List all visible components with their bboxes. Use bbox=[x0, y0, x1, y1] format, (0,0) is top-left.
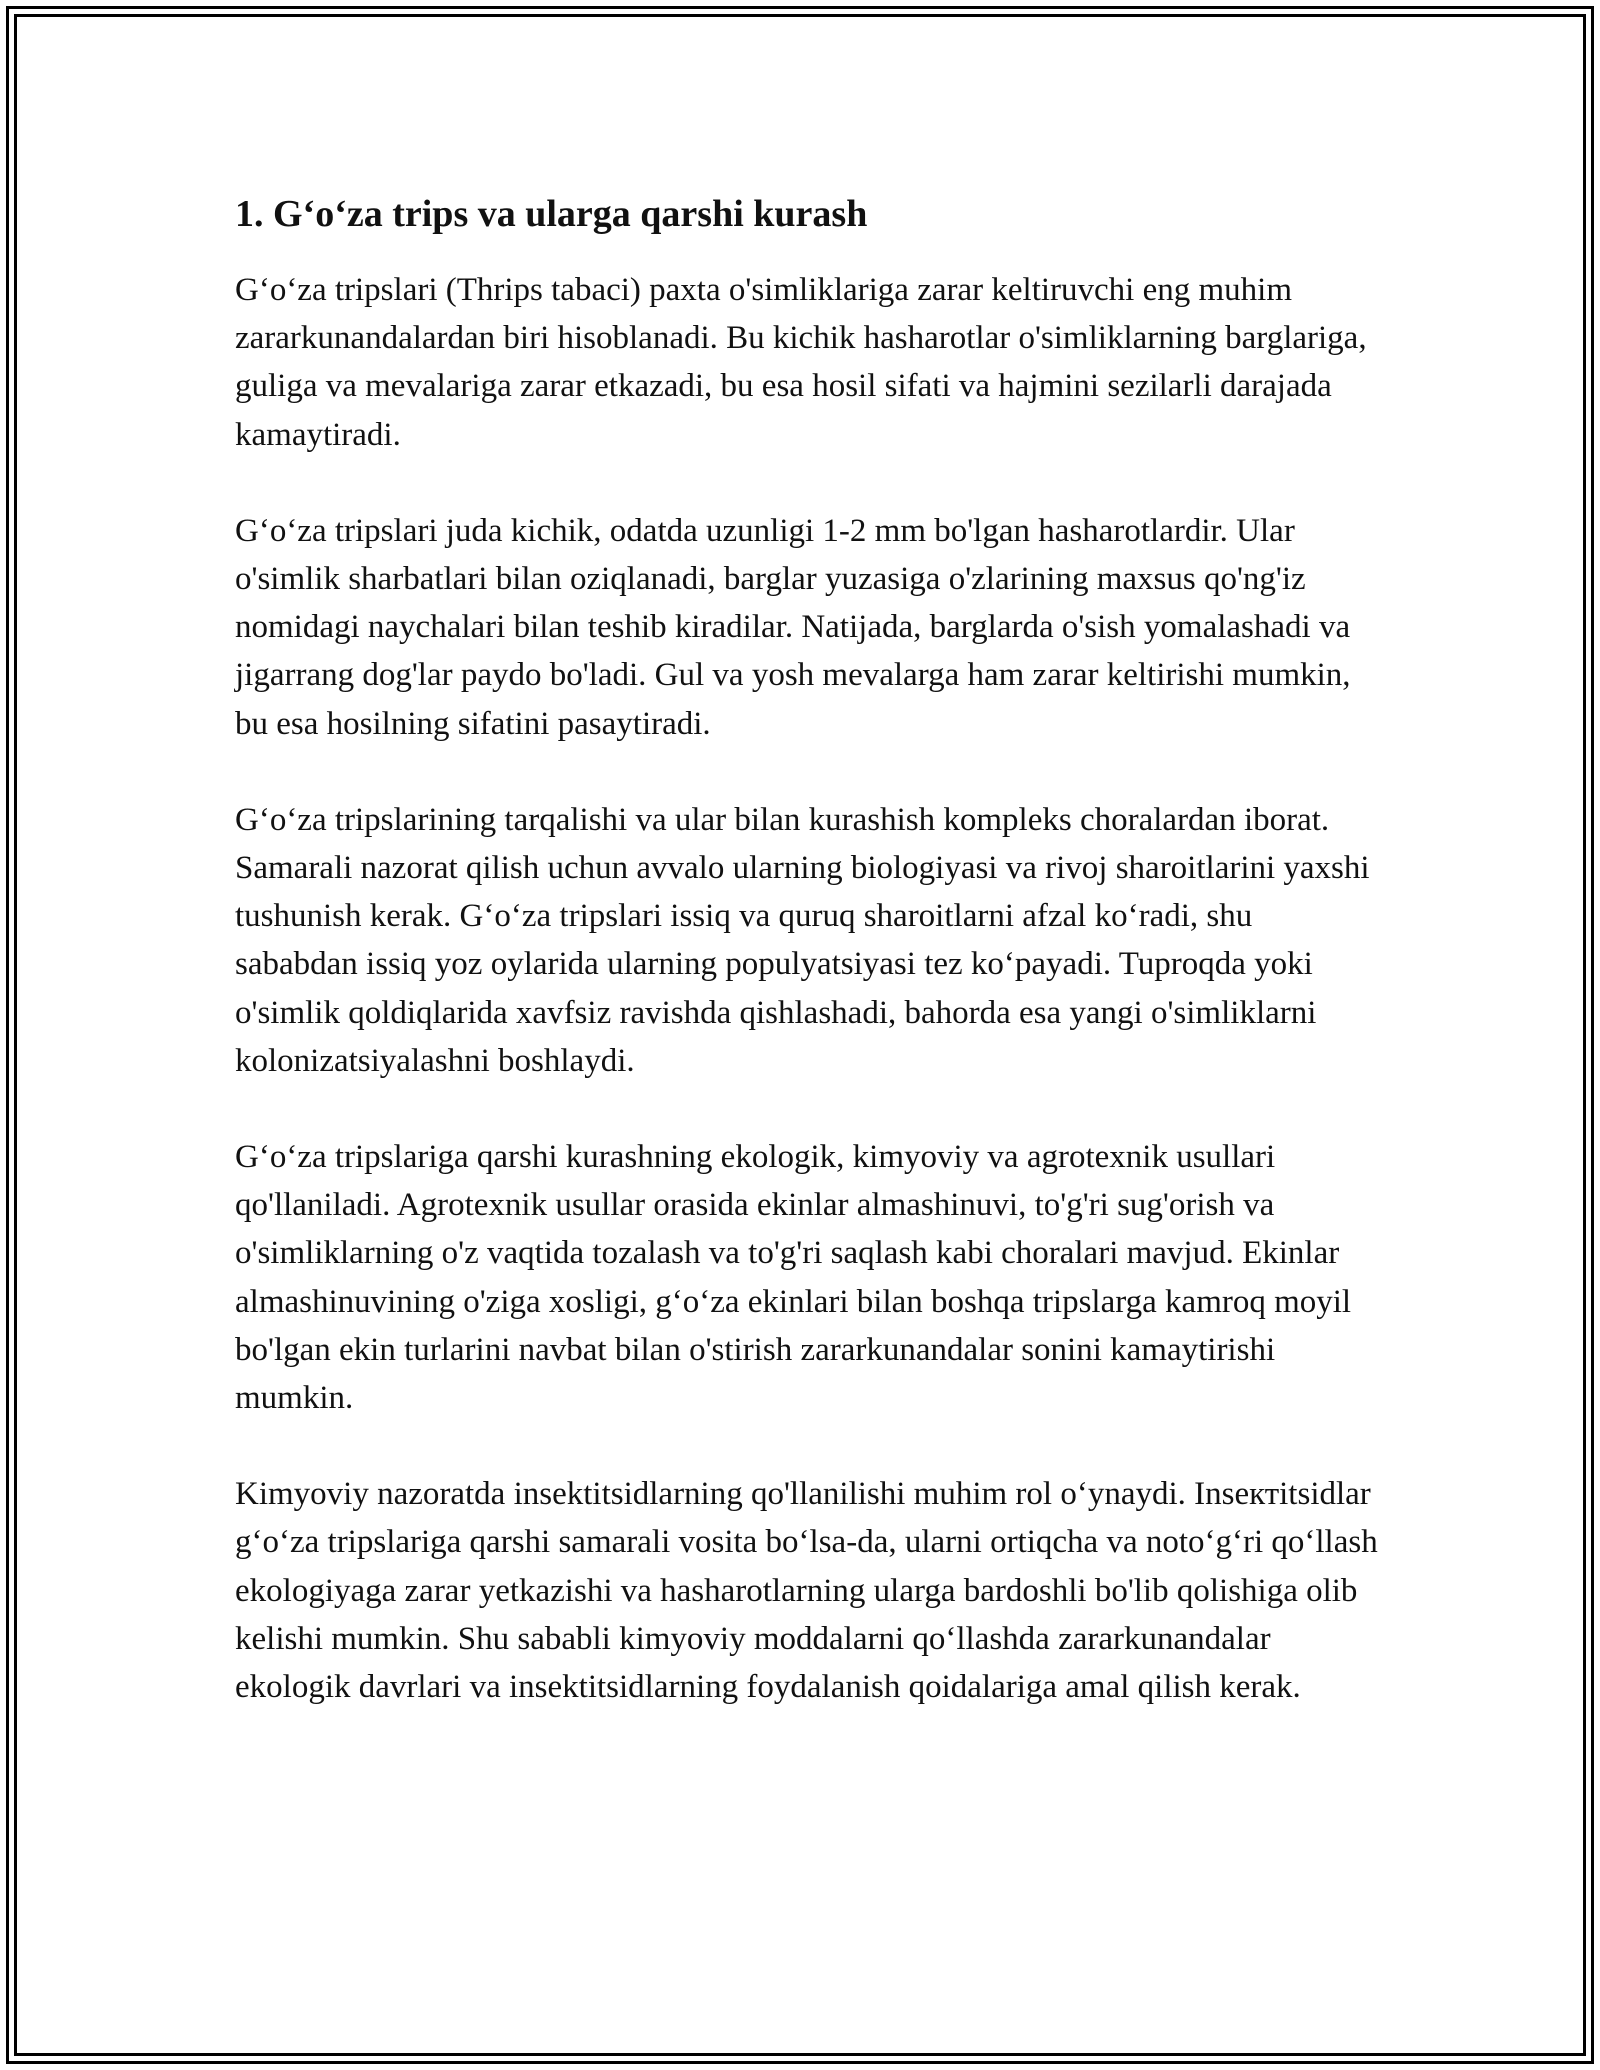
section-title: 1. G‘o‘za trips va ularga qarshi kurash bbox=[235, 193, 868, 235]
paragraph-3: G‘o‘za tripslarining tarqalishi va ular bilan kurashish kompleks choralardan iborat. Samarali nazorat qilish uchun avvalo ularning biologiyasi va rivoj sharoitlarini yaxshi tushunish kerak. G‘o‘za tripslari issiq va quruq sharoitlarni afzal ko‘radi, shu sababdan issiq yoz oylarida ularning populyatsiyasi tez ko‘payadi. Tuproqda yoki o'simlik qoldiqlarida xavfsiz ravishda qishlashadi, bahorda esa yangi o'simliklarni kolonizatsiyalashni boshlaydi. bbox=[235, 801, 1370, 1079]
paragraph-5: Kimyoviy nazoratda insektitsidlarning qo'llanilishi muhim rol o‘ynaydi. Insектitsidlar g‘o‘za tripslariga qarshi samarali vosita bo‘lsa-da, ularni ortiqcha va noto‘g‘ri qo‘llash ekologiyaga zarar yetkazishi va hasharotlarning ularga bardoshli bo'lib qolishiga olib kelishi mumkin. Shu sababli kimyoviy moddalarni qo‘llashda zararkunandalar ekologik davrlari va insektitsidlarning foydalanish qoidalariga amal qilish kerak. bbox=[235, 1476, 1378, 1706]
paragraph-2: G‘o‘za tripslari juda kichik, odatda uzunligi 1-2 mm bo'lgan hasharotlardir. Ular o'simlik sharbatlari bilan oziqlanadi, barglar yuzasiga o'zlarining maxsus qo'ng'iz nomidagi naychalari bilan teshib kiradilar. Natijada, barglarda o'sish yomalashadi va jigarrang dog'lar paydo bo'ladi. Gul va yosh mevalarga ham zarar keltirishi mumkin, bu esa hosilning sifatini pasaytiradi. bbox=[235, 512, 1351, 742]
paragraph-1: G‘o‘za tripslari (Thrips tabaci) paxta o'simliklariga zarar keltiruvchi eng muhim zararkunandalardan biri hisoblanadi. Bu kichik hasharotlar o'simliklarning barglariga, guliga va mevalariga zarar etkazadi, bu esa hosil sifati va hajmini sezilarli darajada kamaytiradi. bbox=[235, 272, 1367, 453]
document-body bbox=[235, 188, 1380, 1759]
paragraph-4: G‘o‘za tripslariga qarshi kurashning ekologik, kimyoviy va agrotexnik usullari qo'llaniladi. Agrotexnik usullar orasida ekinlar almashinuvi, to'g'ri sug'orish va o'simliklarning o'z vaqtida tozalash va to'g'ri saqlash kabi choralari mavjud. Ekinlar almashinuvining o'ziga xosligi, g‘o‘za ekinlari bilan boshqa tripslarga kamroq moyil bo'lgan ekin turlarini navbat bilan o'stirish zararkunandalar sonini kamaytirishi mumkin. bbox=[235, 1139, 1352, 1417]
